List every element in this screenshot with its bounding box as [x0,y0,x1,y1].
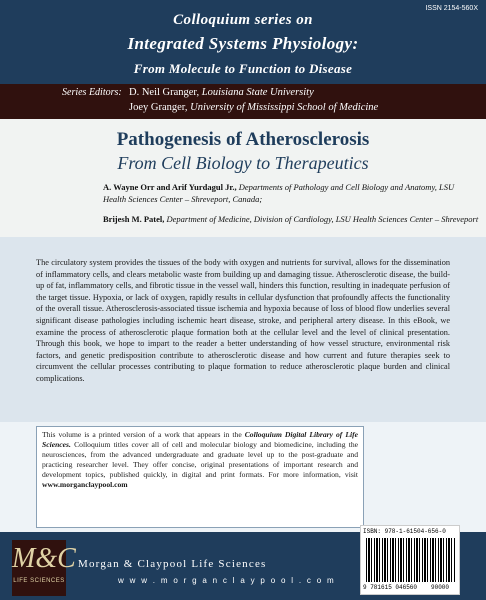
editor-1-affiliation: Louisiana State University [201,87,314,98]
notice-text-after: Colloquium titles cover all of cell and molecular biology and biomedicine, including the neurosciences, from the advanced undergraduate and graduate level up to the post-graduate and practicing researcher level. They offer concise, original presentations of important research and development topics, published quickly, in digital and print formats. For more information, visit [42,440,358,479]
publisher-url[interactable]: w w w . m o r g a n c l a y p o o l . c o m [118,576,336,585]
editor-2 [129,102,378,113]
publisher-name: Morgan & Claypool Life Sciences [78,558,267,570]
series-title-line3: From Molecule to Function to Disease [133,61,353,76]
notice-library-name: Colloquium Digital Library of Life Sciences. [42,430,358,449]
editor-1-name: D. Neil Granger, [129,87,200,98]
barcode [360,525,460,595]
book-subtitle: From Cell Biology to Therapeutics [117,153,369,173]
authors-1 [103,181,473,205]
editor-2-affiliation: University of Mississippi School of Medicine [190,102,379,113]
series-title-line1: Colloquium series on [173,12,313,28]
editors-label: Series Editors: [62,87,122,98]
title-section [0,119,486,237]
library-notice [36,426,364,528]
editor-2-name: Joey Granger, [129,102,188,113]
barcode-bars [366,538,456,582]
logo-subtitle: LIFE SCIENCES [13,578,65,584]
series-header [0,0,486,84]
series-editors [0,84,486,119]
notice-url[interactable]: www.morganclaypool.com [42,480,128,489]
authors-1-affiliation: Departments of Pathology and Cell Biology and Anatomy, LSU Health Sciences Center – Shreveport, Canada; [103,182,455,204]
book-title: Pathogenesis of Atherosclerosis [116,129,370,150]
issn-label: ISSN 2154-560X [425,5,478,12]
publisher-logo [12,540,76,596]
series-title-line2: Integrated Systems Physiology: [127,34,359,53]
authors-2-affiliation: Department of Medicine, Division of Cardiology, LSU Health Sciences Center – Shreveport [166,214,479,224]
logo-letters: M&C [12,543,76,574]
abstract-text: The circulatory system provides the tissues of the body with oxygen and nutrients for survival, allows for the dissemination of inflammatory cells, and clears metabolic waste from building up and damaging tissue. Atherosclerotic disease, the build-up of fat, inflammatory cells, and fibrotic tissue in the vessel wall, hinders this function, resulting in inadequate perfusion of the target tissue. Hypoxia, or lack of oxygen, rapidly results in cellular dysfunction that profoundly affects the functionality of the overall tissue. Atherosclerosis-associated tissue ischemia and hypoxia because of loss of blood flow underlies several significant disease pathologies including ischemic heart disease, stroke, and peripheral artery disease. In this eBook, we examine the process of atherosclerotic plaque formation both at the cellular level and the level of clinical presentation. Through this book, we hope to impart to the reader a better understanding of how vessel structure, environmental risk factors, and genetic predisposition contribute to atherosclerotic disease and how current and future therapies seek to circumvent the cellular processes contributing to plaque formation to reduce atherosclerotic plaque burden and clinical complications. [36,258,450,383]
barcode-side-code: 90000 [431,584,450,591]
abstract-section [0,237,486,422]
authors-2-name: Brijesh M. Patel, [103,214,165,224]
isbn-label: ISBN: 978-1-61504-656-0 [363,528,446,535]
authors-2 [103,213,483,225]
barcode-number: 9 781615 046560 [363,584,418,591]
authors-1-names: A. Wayne Orr and Arif Yurdagul Jr., [103,182,237,192]
notice-text-before: This volume is a printed version of a work that appears in the [42,430,242,439]
editor-1 [129,87,314,98]
